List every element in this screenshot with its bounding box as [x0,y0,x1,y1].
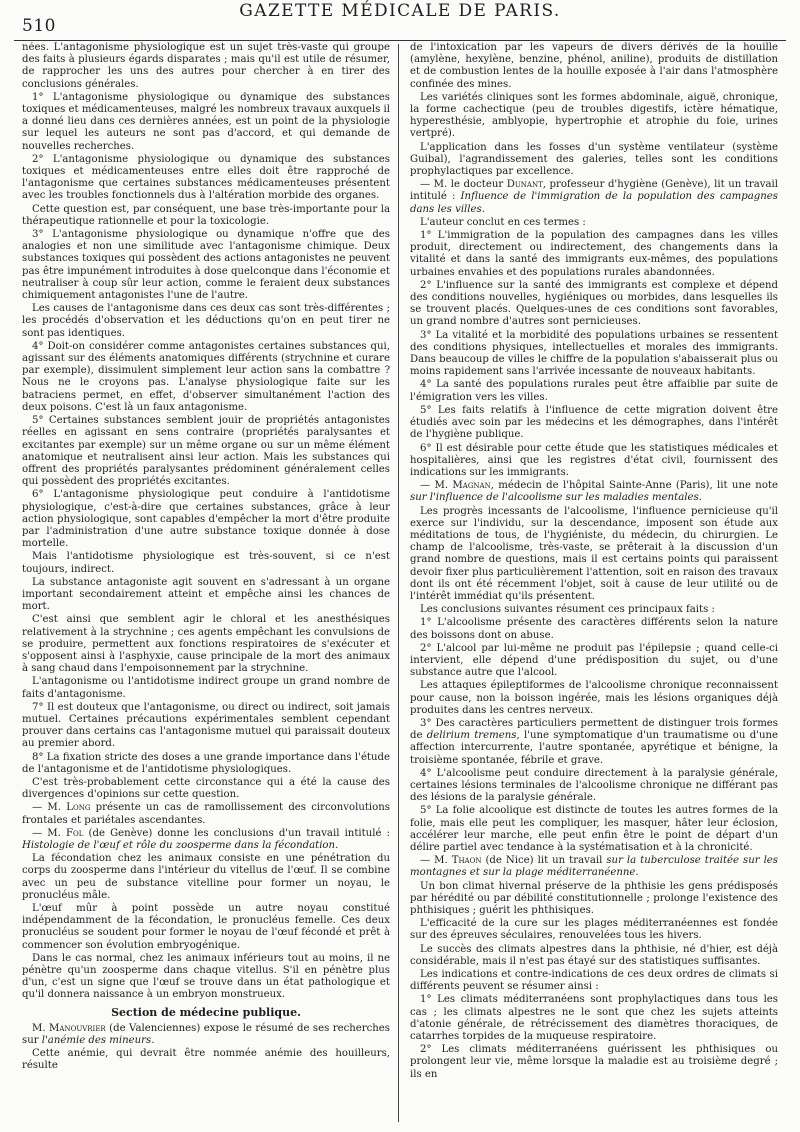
paragraph-text: 5° Certaines substances semblent jouir de propriétés antagonistes réelles en agissant en sens contraire (propriétés paralysantes et excitantes par exemple) sur un même organe ou sur un même élément anatomique et neutralisent ainsi leur action. Mais les substances qui offrent des propriétés paralysantes prédominent généralement celles qui possèdent des propriétés excitantes. [22,415,390,488]
running-title: GAZETTE MÉDICALE DE PARIS. [239,1,561,21]
paragraph-text: Les conclusions suivantes résument ces principaux faits : [420,604,715,616]
paragraph-text: 1° Les climats méditerranéens sont prophylactiques dans tous les cas ; les climats alpestres ne le sont que chez les sujets atteints d'atonie générale, de rétrécissement des diamètres thoraciques, de catarrhes torpides de la muqueuse respiratoire. [410,994,778,1043]
paragraph-text: 7° Il est douteux que l'antagonisme, ou direct ou indirect, soit jamais mutuel. Certaines précautions expérimentales semblent cependant prouver dans certains cas l'antagonisme mutuel qui paraissait douteux au premier abord. [22,701,390,750]
lead-in: — M. [420,855,452,867]
lead-in: M. [32,1022,50,1034]
lead-in: — M. [420,480,453,492]
section-heading: Section de médecine publique. [111,1005,301,1019]
paragraph-text: 3° Des caractères particuliers permettent de distinguer trois formes de [410,717,778,742]
paragraph [22,92,390,153]
paragraph-text: C'est ainsi que semblent agir le chloral et les anesthésiques relativement à la strychnine ; ces agents empêchant les convulsions de se produire, permettent aux fonctions respiratoires de s'exécuter et s'opposent ainsi à l'asphyxie, cause principale de la mort des animaux à sang chaud dans l'empoisonnement par la strychnine. [22,614,390,675]
paragraph-text: L'œuf mûr à point possède un autre noyau constitué indépendamment de la fécondation, le pronucléus femelle. Ces deux pronucléus se soudent pour former le noyau de l'œuf fécondé et prêt à commencer son évolution embryogénique. [22,903,390,951]
paragraph [410,604,778,616]
paragraph [22,415,390,488]
italic-title: delirium tremens [426,730,517,742]
paragraph-text: Les indications et contre-indications de ces deux ordres de climats si différents peuvent se résumer ainsi : [410,969,778,993]
paragraph [410,480,778,504]
paragraph-text: 1° L'alcoolisme présente des caractères différents selon la nature des boissons dont on abuse. [410,617,778,641]
paragraph [22,676,390,700]
author-name: Magnan [452,480,491,492]
paragraph-text: 2° L'alcool par lui-même ne produit pas l'épilepsie ; quand celle-ci intervient, elle dépend d'une prédisposition du sujet, ou d'une substance autre que l'alcool. [410,642,778,679]
paragraph [410,643,778,680]
paragraph-text: Un bon climat hivernal préserve de la phthisie les gens prédisposés par hérédité ou par débilité constitutionnelle ; prolonge l'existence des phthisiques ; guérit les phthisiques. [410,880,778,917]
paragraph-text: La substance antagoniste agit souvent en s'adressant à un organe important secondairement atteint et empêche ainsi les chances de mort. [22,576,390,613]
paragraph-text: Mais l'antidotisme physiologique est très-souvent, si ce n'est toujours, indirect. [22,551,390,575]
paragraph [22,614,390,675]
paragraph-text: 3° La vitalité et la morbidité des populations urbaines se ressentent des conditions physiques, intellectuelles et morales des immigrants. Dans beaucoup de villes le chiffre de la population s'abaisserait plus ou moins rapidement sans l'arrivée incessante de nouveaux habitants. [410,329,778,378]
paragraph [22,204,390,228]
paragraph [410,405,778,442]
paragraph [410,379,778,403]
paragraph-text: Les causes de l'antagonisme dans ces deux cas sont très-différentes ; les procédés d'observation et les déductions qu'on en peut tirer ne sont pas identiques. [22,303,390,339]
paragraph [410,506,778,604]
paragraph [22,341,390,414]
header-rule [14,40,786,41]
paragraph-text: Les attaques épileptiformes de l'alcoolisme chronique reconnaissent pour cause, non la boisson ingérée, mais les lésions organiques déjà produites dans les centres nerveux. [410,680,778,716]
paragraph-text: , professeur d'hygiène (Genève), lit un travail intitulé : [410,179,778,203]
paragraph [22,802,390,826]
paragraph-text: 1° L'antagonisme physiologique ou dynamique des substances toxiques et médicamenteuses, malgré les nombreux travaux auxquels il a donné lieu dans ces dernières années, est un point de la physiologie sur lequel les auteurs ne sont pas d'accord, et qui demande de nouvelles recherches. [22,91,390,152]
paragraph-text: 2° Les climats méditerranéens guérissent les phthisiques ou prolongent leur vie, même lorsque la maladie est au troisième degré ; ils en [410,1044,778,1080]
paragraph-text: 6° L'antagonisme physiologique peut conduire à l'antidotisme physiologique, c'est-à-dire que certaines substances, grâce à leur action physiologique, sont capables d'empêcher la mort d'être produite par l'administration d'une autre substance toxique donnée à dose mortelle. [22,489,390,550]
italic-title: Histologie de l'œuf et rôle du zoosperme dans la fécondation. [22,840,339,851]
author-name: Fol [65,827,84,839]
paragraph [22,551,390,575]
paragraph [410,280,778,329]
paragraph-text: Les progrès incessants de l'alcoolisme, l'influence pernicieuse qu'il exerce sur l'individu, sur la descendance, imposent son étude aux méditations de tous, de l'hygiéniste, du médecin, du chirurgien. Le champ de l'alcoolisme, très-vaste, se prêterait à la discussion d'un grand nombre de questions, mais il est certains points qui paraissent devoir fixer plus particulièrement l'attention, soit en raison des travaux dont ils ont été récemment l'objet, soit à cause de leur utilité ou de l'intérêt immédiat qu'ils présentent. [410,505,778,602]
paragraph-text: Les variétés cliniques sont les formes abdominale, aiguë, chronique, la forme cachectique (peu de troubles digestifs, ictère hématique, hyperesthésie, amblyopie, hypertrophie et atrophie du foie, urines vertpré). [410,91,778,140]
paragraph-text: Cette question est, par conséquent, une base très-importante pour la thérapeutique rationnelle et pour la toxicologie. [22,203,390,227]
paragraph [410,92,778,141]
paragraph-text: (de Genève) donne les conclusions d'un travail intitulé : [83,827,390,839]
paragraph [22,777,390,801]
paragraph [22,577,390,614]
paragraph [410,768,778,805]
paragraph [410,994,778,1043]
paragraph [410,855,778,879]
paragraph [410,1044,778,1081]
paragraph-text: de l'intoxication par les vapeurs de divers dérivés de la houille (amylène, hexylène, benzine, phénol, aniline), produits de distillation et de combustion lentes de la houille exposée à l'air dans l'atmosphère confinée des mines. [410,42,778,90]
paragraph [22,853,390,902]
column-divider [398,44,399,1122]
paragraph-text: 2° L'influence sur la santé des immigrants est complexe et dépend des conditions nouvelles, hygiéniques ou morbides, dans lesquelles ils se trouvent placés. Quelques-unes de ces conditions sont favorables, un grand nombre d'autres sont pernicieuses. [410,279,778,328]
paragraph [410,680,778,717]
paragraph-text: Cette anémie, qui devrait être nommée anémie des houilleurs, résulte [22,1048,390,1072]
paragraph [410,881,778,918]
paragraph-text: 4° La santé des populations rurales peut être affaiblie par suite de l'émigration vers les villes. [410,379,778,403]
paragraph-text: 5° La folie alcoolique est distincte de toutes les autres formes de la folie, mais elle peut les compliquer, les masquer, hâter leur éclosion, accélérer leur marche, elle peut enfin être le point de départ d'un délire partiel avec tendance à la systématisation et à la chronicité. [410,805,778,853]
paragraph [410,805,778,854]
paragraph-text: L'antagonisme ou l'antidotisme indirect groupe un grand nombre de faits d'antagonisme. [22,676,390,700]
paragraph [410,969,778,993]
paragraph [410,230,778,279]
right-column [410,42,778,1122]
paragraph [22,42,390,91]
italic-title: l'anémie des mineurs. [41,1035,155,1047]
paragraph-text: 5° Les faits relatifs à l'influence de cette migration doivent être étudiés avec soin par les médecins et les démographes, dans l'intérêt de l'hygiène publique. [410,404,778,441]
lead-in: — M. le docteur [420,179,507,191]
paragraph [22,1048,390,1072]
paragraph-text: L'efficacité de la cure sur les plages méditerranéennes est fondée sur des épreuves séculaires, renouvelées tous les hivers. [410,918,778,942]
paragraph [410,330,778,379]
paragraph-text: (de Nice) lit un travail [481,855,603,867]
paragraph-text: 6° Il est désirable pour cette étude que les statistiques médicales et hospitalières, ainsi que les registres d'état civil, fournissent des indications sur les immigrants. [410,442,778,478]
paragraph [410,718,778,767]
paragraph [22,303,390,340]
italic-title: sur l'influence de l'alcoolisme sur les maladies mentales. [410,492,702,504]
italic-title: sur la tuberculose traitée sur les montagnes et sur la plage méditerranéenne. [410,855,778,879]
paragraph-text: 4° Doit-on considérer comme antagonistes certaines substances qui, agissant sur des éléments anatomiques différents (strychnine et curare par exemple), dissimulent simplement leur action sans la combattre ? Nous ne le croyons pas. L'analyse physiologique faite sur les batraciens permet, en effet, d'observer simultanément l'action des deux poisons. C'est là un faux antagonisme. [22,340,390,413]
lead-in: — M. [32,802,67,814]
paragraph [410,617,778,641]
paragraph-text: présente un cas de ramollissement des circonvolutions frontales et pariétales ascendantes. [22,802,390,826]
paragraph [410,217,778,229]
left-column [22,42,390,1122]
paragraph-text: 2° L'antagonisme physiologique ou dynamique des substances toxiques et médicamenteuses entre elles doit être rapproché de l'antagonisme que certaines substances médicamenteuses présentent avec les troubles fonctionnels dus à l'altération morbide des organes. [22,153,390,202]
paragraph [410,42,778,91]
paragraph [22,953,390,1002]
paragraph-text: , médecin de l'hôpital Sainte-Anne (Paris), lit une note [490,480,778,492]
author-name: Long [66,802,91,814]
author-name: Manouvrier [49,1022,106,1034]
paragraph [22,489,390,550]
paragraph [410,944,778,968]
paragraph-text: nées. L'antagonisme physiologique est un sujet très-vaste qui groupe des faits à plusieurs égards disparates ; mais qu'il est utile de résumer, de rapprocher les uns des autres pour chercher à en tirer des conclusions générales. [22,42,390,90]
paragraph-text: L'application dans les fosses d'un système ventilateur (système Guibal), l'agrandissement des galeries, telles sont les conditions prophylactiques par excellence. [410,141,778,178]
italic-title: Influence de l'immigration de la population des campagnes dans les villes. [410,191,778,215]
author-name: Thaon [451,855,482,867]
paragraph [22,1023,390,1047]
paragraph [22,702,390,751]
paragraph-text: 4° L'alcoolisme peut conduire directement à la paralysie générale, certaines lésions terminales de l'alcoolisme chronique ne différant pas des lésions de la paralysie générale. [410,767,778,804]
paragraph-text: Le succès des climats alpestres dans la phthisie, né d'hier, est déjà considérable, mais il n'est pas étayé sur des statistiques suffisantes. [410,943,778,967]
paragraph-text: Dans le cas normal, chez les animaux inférieurs tout au moins, il ne pénètre qu'un zoosperme dans chaque vitellus. S'il en pénètre plus d'un, c'est un signe que l'œuf se trouve dans un état pathologique et qu'il donnera naissance à un embryon monstrueux. [22,952,390,1001]
page-number: 510 [22,16,56,36]
paragraph [22,229,390,302]
paragraph [22,752,390,776]
lead-in: — M. [32,827,66,839]
paragraph [410,443,778,480]
paragraph-text: (de Valenciennes) expose le résumé de ses recherches sur [22,1022,390,1047]
paragraph-text: C'est très-probablement cette circonstance qui a été la cause des divergences d'opinions sur cette question. [22,776,390,801]
paragraph [410,918,778,942]
author-name: Dunant [506,179,543,191]
paragraph-text: 1° L'immigration de la population des campagnes dans les villes produit, directement ou indirectement, des changements dans la vitalité et dans la santé des immigrants eux-mêmes, des populations urbaines envahies et des populations rurales abandonnées. [410,230,778,278]
paragraph [22,828,390,852]
paragraph-text-tail: , l'une symptomatique d'un traumatisme ou d'une affection intercurrente, l'autre spontanée, apyrétique et bénigne, la troisième spontanée, fébrile et grave. [410,730,778,766]
paragraph [22,903,390,952]
paragraph-text: 3° L'antagonisme physiologique ou dynamique n'offre que des analogies et non une similitude avec l'antagonisme chimique. Deux substances toxiques qui possèdent des actions antagonistes ne peuvent pas être impunément introduites à dose quelconque dans l'économie et neutraliser à coup sûr leur action, comme le feraient deux substances chimiquement antagonistes l'une de l'autre. [22,229,390,302]
paragraph-text: La fécondation chez les animaux consiste en une pénétration du corps du zoosperme dans l'intérieur du vitellus de l'œuf. Il se combine avec un peu de substance vitelline pour former un noyau, le pronucléus mâle. [22,853,390,901]
paragraph [410,142,778,179]
paragraph [410,179,778,216]
paragraph-text: 8° La fixation stricte des doses a une grande importance dans l'étude de l'antagonisme et de l'antidotisme physiologiques. [22,751,390,775]
paragraph-text: L'auteur conclut en ces termes : [420,216,586,228]
paragraph [22,154,390,203]
